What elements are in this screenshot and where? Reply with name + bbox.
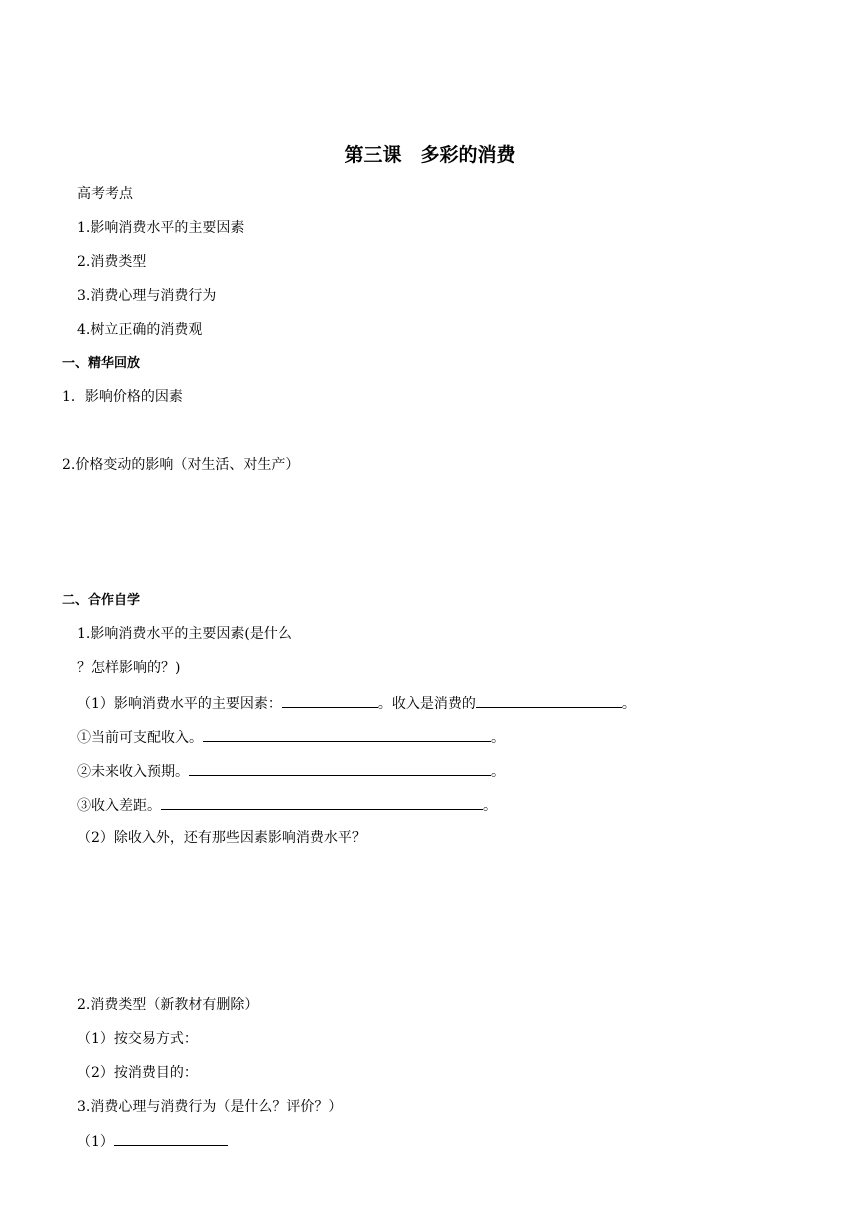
answer-blank[interactable] (114, 1131, 228, 1146)
fill-prompt-text: 。收入是消费的 (377, 696, 476, 712)
exam-point-item: 1.影响消费水平的主要因素 (77, 220, 245, 236)
answer-blank[interactable] (282, 693, 378, 708)
fill-prompt-text: 。 (491, 764, 505, 780)
section-heading-review: 一、精华回放 (62, 356, 141, 371)
answer-blank[interactable] (189, 761, 491, 776)
fill-line-income-gap (77, 795, 497, 815)
question-price-change-impact: 2.价格变动的影响（对生活、对生产） (62, 457, 300, 473)
exam-points-label: 高考考点 (77, 186, 133, 202)
question-by-transaction: （1）按交易方式： (77, 1031, 198, 1047)
fill-prompt-text: 。 (621, 696, 636, 712)
exam-point-item: 2.消费类型 (77, 254, 147, 270)
question-other-factors: （2）除收入外，还有那些因素影响消费水平？ (77, 830, 366, 846)
fill-prompt-text: 。 (483, 798, 497, 814)
fill-line-current-income (77, 727, 505, 747)
fill-prompt-text: ①当前可支配收入。 (77, 730, 203, 746)
answer-blank[interactable] (161, 795, 483, 810)
fill-line-main-factor (77, 693, 636, 713)
answer-blank[interactable] (203, 727, 491, 742)
fill-prompt-text: ②未来收入预期。 (77, 764, 189, 780)
fill-line-psychology-1 (77, 1131, 228, 1151)
question-consumer-psychology: 3.消费心理与消费行为（是什么？评价？） (77, 1099, 343, 1115)
question-by-purpose: （2）按消费目的： (77, 1065, 198, 1081)
exam-point-item: 4.树立正确的消费观 (77, 322, 203, 338)
fill-prompt-text: ③收入差距。 (77, 798, 161, 814)
question-consumption-level-cont: ？怎样影响的？) (77, 660, 181, 676)
question-consumption-level: 1.影响消费水平的主要因素(是什么 (77, 626, 292, 642)
fill-prompt-text: 。 (491, 730, 505, 746)
page-title: 第三课 多彩的消费 (344, 144, 516, 166)
fill-line-future-income (77, 761, 505, 781)
fill-prompt-text: （1） (77, 1134, 114, 1150)
exam-point-item: 3.消费心理与消费行为 (77, 288, 217, 304)
fill-prompt-text: （1）影响消费水平的主要因素： (77, 696, 282, 712)
section-heading-self-study: 二、合作自学 (62, 593, 141, 608)
answer-blank[interactable] (476, 693, 622, 708)
question-consumption-types: 2.消费类型（新教材有删除） (77, 997, 259, 1013)
question-price-factors: 1．影响价格的因素 (62, 389, 183, 405)
